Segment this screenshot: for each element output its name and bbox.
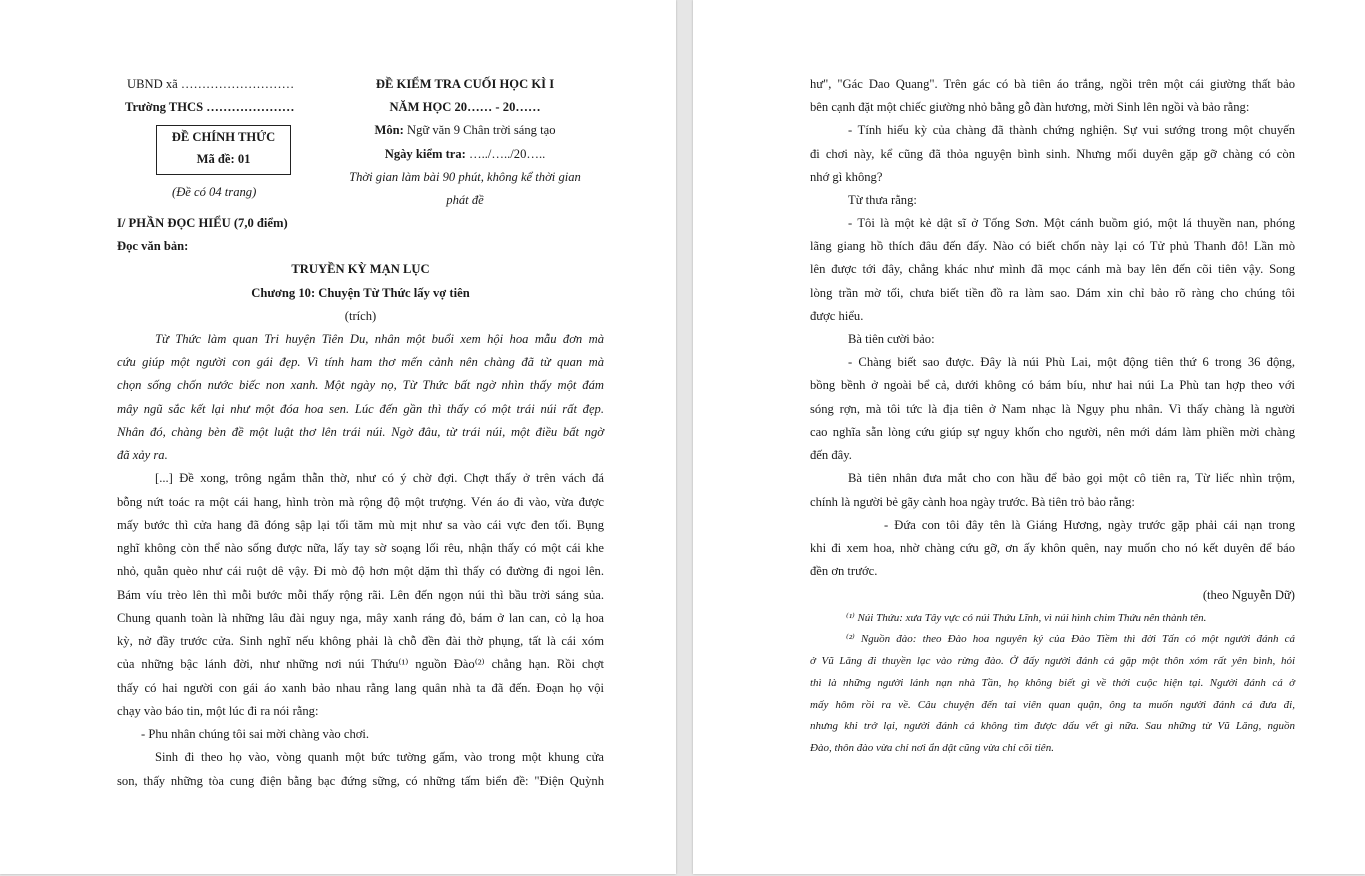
body-line: - Chàng biết sao được. Đây là núi Phù Lai, một động tiên thứ 6 trong 36 động, (848, 355, 1295, 369)
body-line: [...] Đề xong, trông ngắm thẫn thờ, như có ý chờ đợi. Chợt thấy ở trên vách đá (155, 471, 604, 485)
body-line: đền ơn trước. (810, 564, 878, 578)
body-line: lòng trần mờ tối, chưa biết tiền đồ ra làm sao. Dám xin chỉ bảo rõ ràng cho chúng tôi (810, 286, 1295, 300)
intro-line: chọn sống chốn nước biếc non xanh. Một ngày nọ, Từ Thức bất ngờ nhìn thấy một đám (117, 378, 604, 392)
section-title: I/ PHẦN ĐỌC HIỂU (7,0 điểm) (117, 216, 288, 230)
body-line: nhớ gì không? (810, 170, 883, 184)
pages-note: (Đề có 04 trang) (172, 185, 257, 199)
body-line: thấy có hai người con gái áo xanh bảo nhau rằng lang quân nhà ta đã đến. Đoạn họ vội (117, 681, 604, 695)
intro-line: mây ngũ sắc kết lại như một đóa hoa sen. Lúc đến gần thì thấy có một trái núi rất đẹp. (117, 402, 604, 416)
ubnd-line: UBND xã ……………………… (127, 77, 295, 91)
school-year: NĂM HỌC 20…… - 20…… (389, 100, 541, 114)
body-line: Bà tiên cười bảo: (848, 332, 935, 346)
body-line: nhỏ, quằn quèo như cái ruột dê vậy. Đi mò độ hơn một dặm thì thấy có đường đi ngoi lên. (117, 564, 604, 578)
footnote-1: ⁽¹⁾ Núi Thứu: xưa Tây vực có núi Thứu Lĩnh, vì núi hình chim Thứu nên thành tên. (846, 612, 1207, 624)
time-line-1: Thời gian làm bài 90 phút, không kể thời gian (349, 170, 581, 184)
exam-code: Mã đề: 01 (196, 152, 251, 166)
excerpt-note: (trích) (344, 309, 377, 323)
body-line: đến đây. (810, 448, 852, 462)
document-page-2 (693, 0, 1365, 874)
source-attribution: (theo Nguyễn Dữ) (1202, 588, 1295, 602)
school-line: Trường THCS ………………… (125, 100, 295, 114)
body-line: mấy bước thì cửa hang đã đóng sập lại tối tăm mù mịt như sa vào cái vực đen tối. Bụng (117, 518, 604, 532)
document-page-1 (0, 0, 676, 874)
footnote-2-line: ở Vũ Lăng đi thuyền lạc vào rừng đào. Ở đấy người đánh cá gặp một thôn xóm rất yên bình, hỏi (810, 655, 1295, 667)
body-line: Bám víu trèo lên thì mỗi bước mỗi thấy rộng rãi. Lên đến ngọn núi thì bầu trời sáng sủa. (117, 588, 604, 602)
subject-value: Ngữ văn 9 Chân trời sáng tạo (407, 123, 556, 137)
body-line: lên được tới đây, chẳng khác như mình đã mọc cánh mà bay lên đến cõi tiên vậy. Song (810, 262, 1295, 276)
body-line: sóng rợn, mà tôi tức là địa tiên ở Nam nhạc là Ngụy phu nhân. Vì thấy chàng là người (810, 402, 1295, 416)
subject-line (340, 122, 590, 138)
read-label: Đọc văn bản: (117, 239, 189, 253)
body-line: Từ thưa rằng: (848, 193, 917, 207)
body-line: cao nghĩa sẵn lòng cứu giúp sự nguy khốn cho người, nên mới dám làm phiền mời chàng (810, 425, 1295, 439)
body-line: Sinh đi theo họ vào, vòng quanh một bức tường gấm, vào trong một khung cửa (155, 750, 604, 764)
footnote-2-line: mấy hôm rồi ra về. Câu chuyện đến tai viên quan quận, ông ta muốn người đánh cá đưa đi, (810, 699, 1295, 711)
body-line: son, thấy những tòa cung điện bằng bạc đứng sững, có những tấm biển đề: "Điện Quỳnh (117, 774, 604, 788)
body-line: khi đi xem hoa, nhờ chàng cứu gỡ, ơn ấy khôn quên, nay muốn cho nó kết duyên để báo (810, 541, 1295, 555)
body-line: bên cạnh đặt một chiếc giường nhỏ bằng gỗ đàn hương, mời Sinh lên ngồi và bảo rằng: (810, 100, 1250, 114)
official-box (156, 125, 291, 175)
body-line: - Tôi là một kẻ dật sĩ ở Tống Sơn. Một cánh buồm gió, một lá thuyền nan, phóng (848, 216, 1295, 230)
chapter-title: Chương 10: Chuyện Từ Thức lấy vợ tiên (251, 286, 470, 300)
story-title: TRUYỀN KỲ MẠN LỤC (291, 262, 430, 276)
body-line: kỳ, nở đầy trước cửa. Sinh nghĩ nếu không phải là chỗ đền đài thờ phụng, tất là cái xóm (117, 634, 604, 648)
date-label: Ngày kiểm tra: (384, 147, 466, 161)
body-line: đi chơi này, kể cũng đã thỏa nguyện bình sinh. Nhưng mối duyên gặp gỡ chàng có còn (810, 147, 1295, 161)
footnote-2-line: thì là những người lánh nạn nhà Tần, họ không biết gì về thời cuộc hiện tại. Người đánh cá ở (810, 677, 1295, 689)
intro-line: Nhân đó, chàng bèn đề một luật thơ lên trái núi. Ngờ đâu, từ trái núi, một điều bất ngờ (117, 425, 604, 439)
dialog-line: - Phu nhân chúng tôi sai mời chàng vào chơi. (141, 727, 370, 741)
exam-title: ĐỀ KIỂM TRA CUỐI HỌC KÌ I (375, 77, 555, 91)
footnote-2-line: nhưng khi trở lại, người đánh cá không tìm được dấu vết gì nữa. Sau những từ Vũ Lăng, nguồn (810, 720, 1295, 732)
intro-line: đã xảy ra. (117, 448, 168, 462)
body-line: - Tính hiếu kỳ của chàng đã thành chứng nghiện. Sự vui sướng trong một chuyến (848, 123, 1295, 137)
body-line: Bà tiên nhân đưa mắt cho con hầu để bảo gọi một cô tiên ra, Từ liếc nhìn trộm, (848, 471, 1295, 485)
intro-line: Từ Thức làm quan Tri huyện Tiên Du, nhân một buổi xem hội hoa mẫu đơn mà (155, 332, 604, 346)
time-line-2: phát đề (446, 193, 484, 207)
footnote-2-line: Đào, thôn đào vừa chỉ nơi ẩn dật cũng vừa chỉ cõi tiên. (810, 742, 1054, 754)
body-line: được hiểu. (810, 309, 864, 323)
body-line: bồng bềnh ở ngoài bể cả, dưới không có bám bíu, như hai núi La Phù tan hợp theo với (810, 378, 1295, 392)
body-line: chạy vào báo tin, một lúc đi ra nói rằng: (117, 704, 319, 718)
body-line: Chung quanh toàn là những lâu đài nguy nga, mây xanh ráng đỏ, bám ở lan can, cỏ lạ hoa (117, 611, 604, 625)
date-value: …../…../20….. (469, 147, 546, 161)
subject-label: Môn: (374, 123, 404, 137)
body-line: hư", "Gác Dao Quang". Trên gác có bà tiên áo trắng, ngồi trên một cái giường thất bảo (810, 77, 1295, 91)
official-label: ĐỀ CHÍNH THỨC (171, 130, 276, 144)
body-line: bỗng nứt toác ra một cái hang, hình tròn mà rộng độ một trượng. Vén áo đi vào, vừa được (117, 495, 604, 509)
footnote-2-line: ⁽²⁾ Nguồn đào: theo Đào hoa nguyên ký của Đào Tiềm thì đời Tấn có một người đánh cá (846, 633, 1295, 645)
body-line: lãng giang hồ thích đâu đến đấy. Nào có biết chốn này lại có Tử phủ Thanh đô! Lần mò (810, 239, 1295, 253)
body-line: nghĩ không còn thể nào sống được nữa, lấy tay sờ soạng lối rêu, nhận thấy có một cái khe (117, 541, 604, 555)
body-line: chính là người bẻ gãy cành hoa ngày trước. Bà tiên trỏ bảo rằng: (810, 495, 1135, 509)
body-line: của những bậc lánh đời, như những nơi núi Thứu⁽¹⁾ nguồn Đào⁽²⁾ chẳng hạn. Rồi chợt (117, 657, 604, 671)
body-line: - Đứa con tôi đây tên là Giáng Hương, ngày trước gặp phải cái nạn trong (884, 518, 1295, 532)
date-line (340, 146, 590, 162)
intro-line: cứu giúp một người con gái đẹp. Vì tính ham thơ mến cảnh nên chàng đã từ quan mà (117, 355, 604, 369)
